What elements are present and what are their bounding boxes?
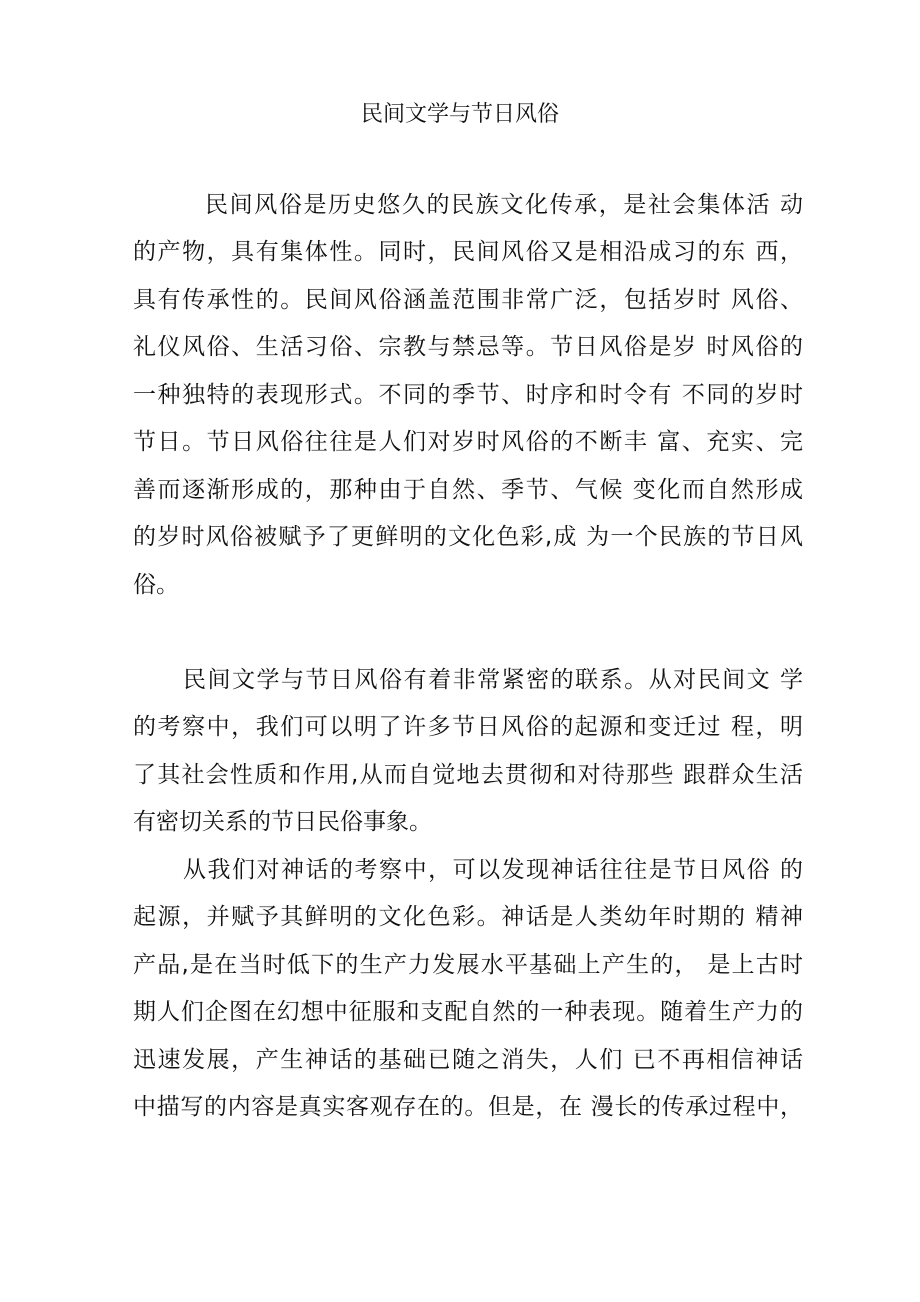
text-line: 有密切关系的节日民俗事象。 [133, 809, 432, 835]
document-title: 民间文学与节日风俗 [360, 102, 559, 127]
text-line: 一种独特的表现形式。不同的季节、时序和时令有 不同的岁时 [133, 382, 803, 408]
text-line: 善而逐渐形成的，那种由于自然、季节、气候 变化而自然形成 [133, 477, 803, 503]
text-line: 期人们企图在幻想中征服和支配自然的一种表现。随着生产力的 [133, 999, 803, 1025]
text-line: 具有传承性的。民间风俗涵盖范围非常广泛，包括岁时 风俗、 [133, 287, 803, 313]
text-line: 的产物，具有集体性。同时，民间风俗又是相沿成习的东 西， [133, 239, 803, 265]
text-line: 俗。 [133, 572, 179, 598]
text-line: 迅速发展，产生神话的基础已随之消失，人们 已不再相信神话 [133, 1047, 803, 1073]
text-line: 的考察中，我们可以明了许多节日风俗的起源和变迁过 程，明 [133, 714, 803, 740]
text-line: 的岁时风俗被赋予了更鲜明的文化色彩,成 为一个民族的节日风 [133, 524, 803, 550]
text-line: 了其社会性质和作用,从而自觉地去贯彻和对待那些 跟群众生活 [133, 762, 803, 788]
text-line: 节日。节日风俗往往是人们对岁时风俗的不断丰 富、充实、完 [133, 429, 803, 455]
text-line: 民间文学与节日风俗有着非常紧密的联系。从对民间文 学 [183, 667, 803, 693]
text-line: 产品,是在当时低下的生产力发展水平基础上产生的， 是上古时 [133, 952, 803, 978]
text-line: 从我们对神话的考察中，可以发现神话往往是节日风俗 的 [183, 857, 803, 883]
text-line: 起源，并赋予其鲜明的文化色彩。神话是人类幼年时期的 精神 [133, 904, 803, 930]
text-line: 民间风俗是历史悠久的民族文化传承，是社会集体活 动 [205, 192, 803, 218]
text-line: 礼仪风俗、生活习俗、宗教与禁忌等。节日风俗是岁 时风俗的 [133, 334, 803, 360]
text-line: 中描写的内容是真实客观存在的。但是，在 漫长的传承过程中， [133, 1094, 803, 1120]
